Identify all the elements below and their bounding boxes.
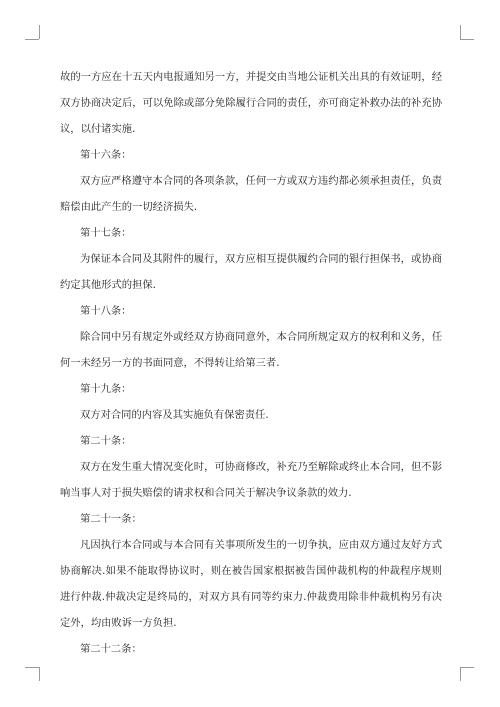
article-heading: 第十九条：: [80, 383, 132, 395]
paragraph: 双方在发生重大情况变化时，可协商修改，补充乃至解除或终止本合同，但不影响当事人对于损失赔偿的请求权和合同关于解决争议条款的效力.: [60, 461, 442, 499]
article-heading: 第二十二条：: [80, 643, 142, 655]
paragraph: 为保证本合同及其附件的履行，双方应相互提供履约合同的银行担保书，或协商约定其他形式的担保.: [60, 253, 442, 291]
paragraph: 凡因执行本合同或与本合同有关事项所发生的一切争执，应由双方通过友好方式协商解决.如果不能取得协议时，则在被告国家根据被告国仲裁机构的仲裁程序规则进行仲裁.仲裁决定是终局的，对双方具有同等约束力.仲裁费用除非仲裁机构另有决定外，均由败诉一方负担.: [60, 539, 442, 629]
article-heading: 第二十一条：: [80, 513, 142, 525]
paragraph: 双方对合同的内容及其实施负有保密责任.: [80, 409, 269, 421]
article-heading: 第十六条：: [80, 149, 132, 161]
paragraph: 双方应严格遵守本合同的各项条款，任何一方或双方违约都必须承担责任，负责赔偿由此产生的一切经济损失.: [60, 175, 442, 213]
article-heading: 第十八条：: [80, 305, 132, 317]
document-body: [60, 64, 442, 662]
paragraph: 除合同中另有规定外或经双方协商同意外，本合同所规定双方的权利和义务，任何一未经另一方的书面同意，不得转让给第三者.: [60, 331, 442, 369]
crop-mark: [460, 25, 461, 39]
crop-mark: [460, 39, 474, 40]
article-heading: 第十七条：: [80, 227, 132, 239]
crop-mark: [460, 667, 461, 681]
crop-mark: [39, 667, 40, 681]
crop-mark: [460, 667, 474, 668]
crop-mark: [25, 667, 39, 668]
crop-mark: [25, 39, 39, 40]
article-heading: 第二十条：: [80, 435, 132, 447]
crop-mark: [39, 25, 40, 39]
paragraph: 故的一方应在十五天内电报通知另一方，并提交由当地公证机关出具的有效证明，经双方协商决定后，可以免除或部分免除履行合同的责任，亦可商定补救办法的补充协议，以付诸实施.: [60, 71, 442, 135]
